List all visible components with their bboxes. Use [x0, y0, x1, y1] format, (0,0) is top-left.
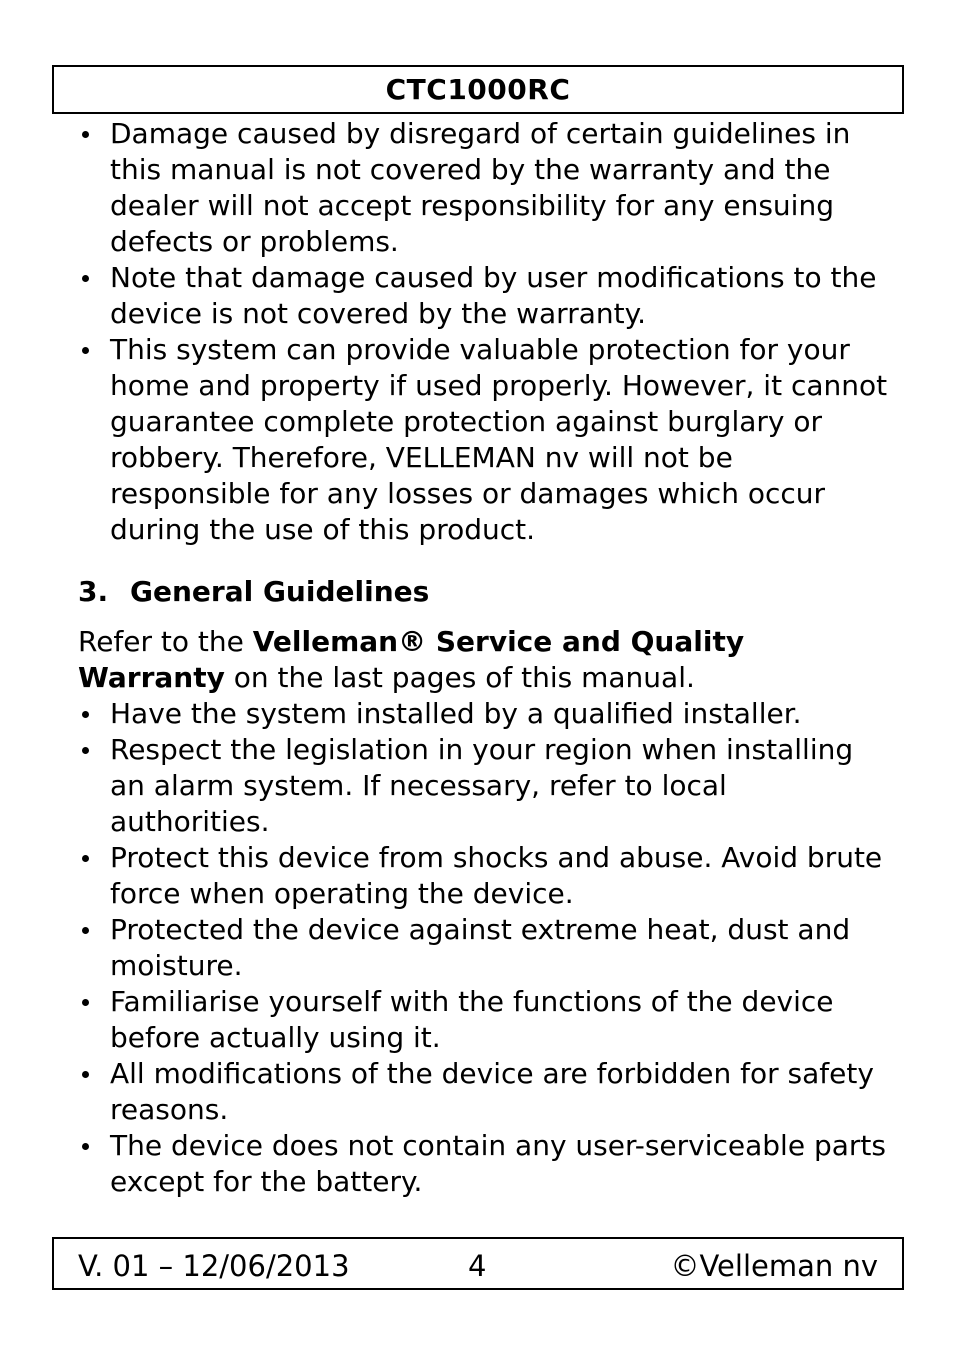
bullet-icon: [82, 275, 89, 282]
list-item: Familiarise yourself with the functions of the device before actually using it.: [78, 984, 888, 1056]
bullet-icon: [82, 927, 89, 934]
list-item: Protected the device against extreme heat, dust and moisture.: [78, 912, 888, 984]
bullet-icon: [82, 711, 89, 718]
warranty-bullet-list: [78, 116, 888, 548]
section-title: General Guidelines: [130, 575, 430, 608]
page-content: [78, 116, 888, 1200]
page-footer: [52, 1237, 904, 1290]
section-number: 3.: [78, 575, 109, 608]
bullet-icon: [82, 999, 89, 1006]
page-number: 4: [468, 1249, 487, 1283]
list-item: Damage caused by disregard of certain guidelines in this manual is not covered by the warranty and the dealer will not accept responsibility for any ensuing defects or problems.: [78, 116, 888, 260]
list-item: This system can provide valuable protection for your home and property if used properly. However, it cannot guarantee complete protection against burglary or robbery. Therefore, VELLEMAN nv will not be responsible for any losses or damages which occur during the use of this product.: [78, 332, 888, 548]
bullet-icon: [82, 855, 89, 862]
list-item: Have the system installed by a qualified installer.: [78, 696, 888, 732]
page-header: [52, 65, 904, 114]
document-title: CTC1000RC: [385, 73, 571, 106]
version-label: V. 01 – 12/06/2013: [78, 1249, 350, 1283]
list-item: Protect this device from shocks and abuse. Avoid brute force when operating the device.: [78, 840, 888, 912]
bullet-icon: [82, 1071, 89, 1078]
list-item: All modifications of the device are forbidden for safety reasons.: [78, 1056, 888, 1128]
bullet-icon: [82, 747, 89, 754]
section-intro: Refer to the Velleman® Service and Quality Warranty on the last pages of this manual.: [78, 625, 745, 694]
guidelines-bullet-list: [78, 696, 888, 1200]
bullet-icon: [82, 347, 89, 354]
list-item: The device does not contain any user-serviceable parts except for the battery.: [78, 1128, 888, 1200]
section-heading: [78, 574, 888, 610]
bullet-icon: [82, 1143, 89, 1150]
list-item: Respect the legislation in your region when installing an alarm system. If necessary, refer to local authorities.: [78, 732, 888, 840]
warranty-reference: Velleman® Service and Quality Warranty: [78, 625, 745, 694]
copyright-label: ©Velleman nv: [670, 1249, 878, 1283]
bullet-icon: [82, 131, 89, 138]
list-item: Note that damage caused by user modifications to the device is not covered by the warranty.: [78, 260, 888, 332]
